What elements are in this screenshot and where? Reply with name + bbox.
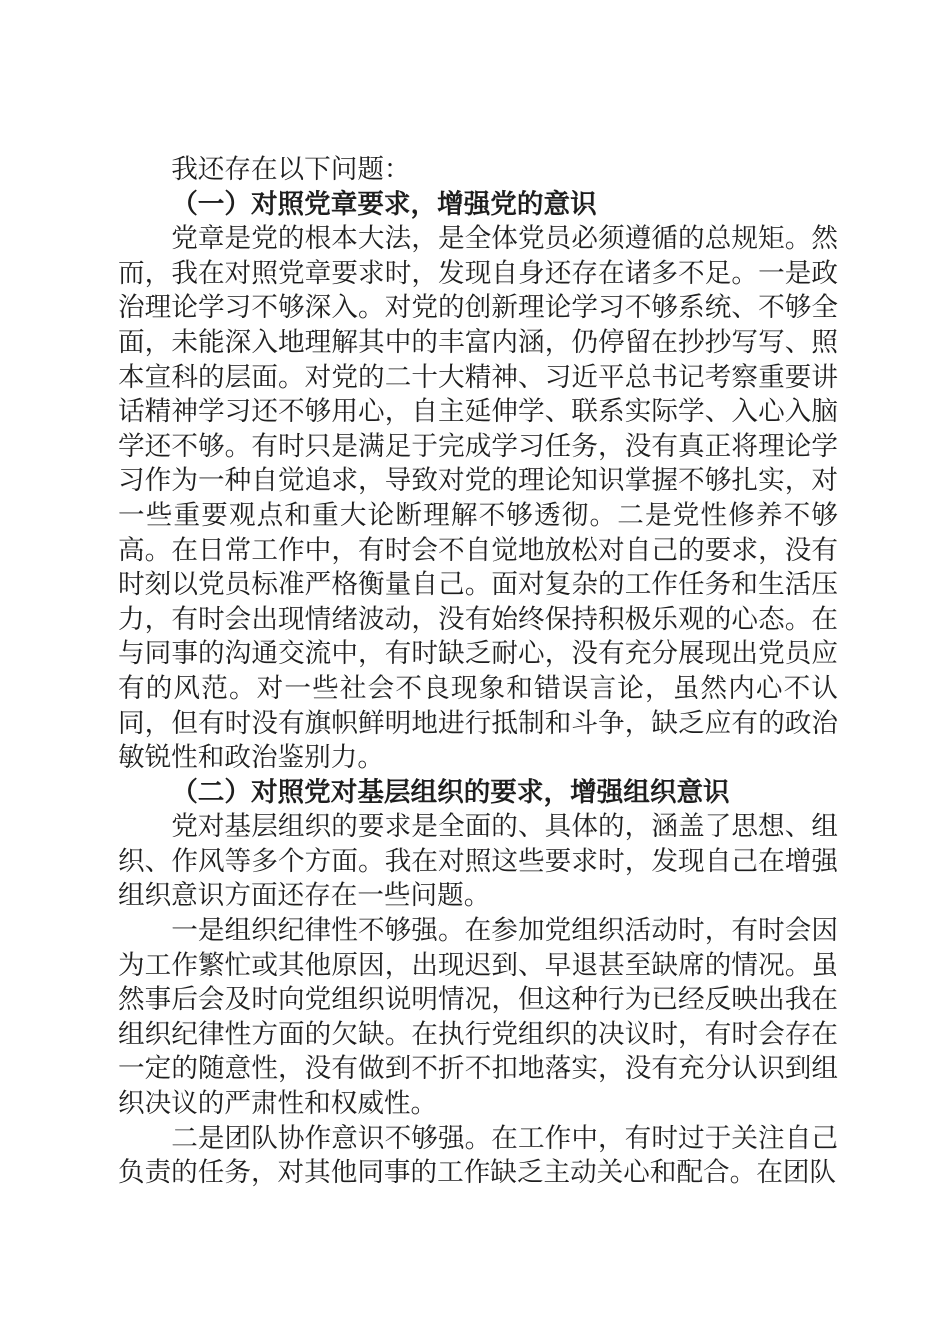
section-2-paragraph-2: 一是组织纪律性不够强。在参加党组织活动时，有时会因为工作繁忙或其他原因，出现迟到、早退甚至缺席的情况。虽然事后会及时向党组织说明情况，但这种行为已经反映出我在组织纪律性方面的欠缺。在执行党组织的决议时，有时会存在一定的随意性，没有做到不折不扣地落实，没有充分认识到组织决议的严肃性和权威性。 — [118, 915, 838, 1119]
intro-paragraph: 我还存在以下问题： — [171, 154, 411, 184]
section-1-heading: （一）对照党章要求，增强党的意识 — [171, 188, 597, 219]
section-1-paragraph-1: 党章是党的根本大法，是全体党员必须遵循的总规矩。然而，我在对照党章要求时，发现自身还存在诸多不足。一是政治理论学习不够深入。对党的创新理论学习不够系统、不够全面，未能深入地理解其中的丰富内涵，仍停留在抄抄写写、照本宣科的层面。对党的二十大精神、习近平总书记考察重要讲话精神学习还不够用心，自主延伸学、联系实际学、入心入脑学还不够。有时只是满足于完成学习任务，没有真正将理论学习作为一种自觉追求，导致对党的理论知识掌握不够扎实，对一些重要观点和重大论断理解不够透彻。二是党性修养不够高。在日常工作中，有时会不自觉地放松对自己的要求，没有时刻以党员标准严格衡量自己。面对复杂的工作任务和生活压力，有时会出现情绪波动，没有始终保持积极乐观的心态。在与同事的沟通交流中，有时缺乏耐心，没有充分展现出党员应有的风范。对一些社会不良现象和错误言论，虽然内心不认同，但有时没有旗帜鲜明地进行抵制和斗争，缺乏应有的政治敏锐性和政治鉴别力。 — [118, 223, 838, 773]
document-text-block — [118, 152, 838, 1190]
section-2-paragraph-1: 党对基层组织的要求是全面的、具体的，涵盖了思想、组织、作风等多个方面。我在对照这些要求时，发现自己在增强组织意识方面还存在一些问题。 — [118, 811, 838, 911]
section-2-paragraph-3: 二是团队协作意识不够强。在工作中，有时过于关注自己负责的任务，对其他同事的工作缺乏主动关心和配合。在团队 — [118, 1122, 838, 1188]
section-2-heading: （二）对照党对基层组织的要求，增强组织意识 — [171, 776, 730, 807]
